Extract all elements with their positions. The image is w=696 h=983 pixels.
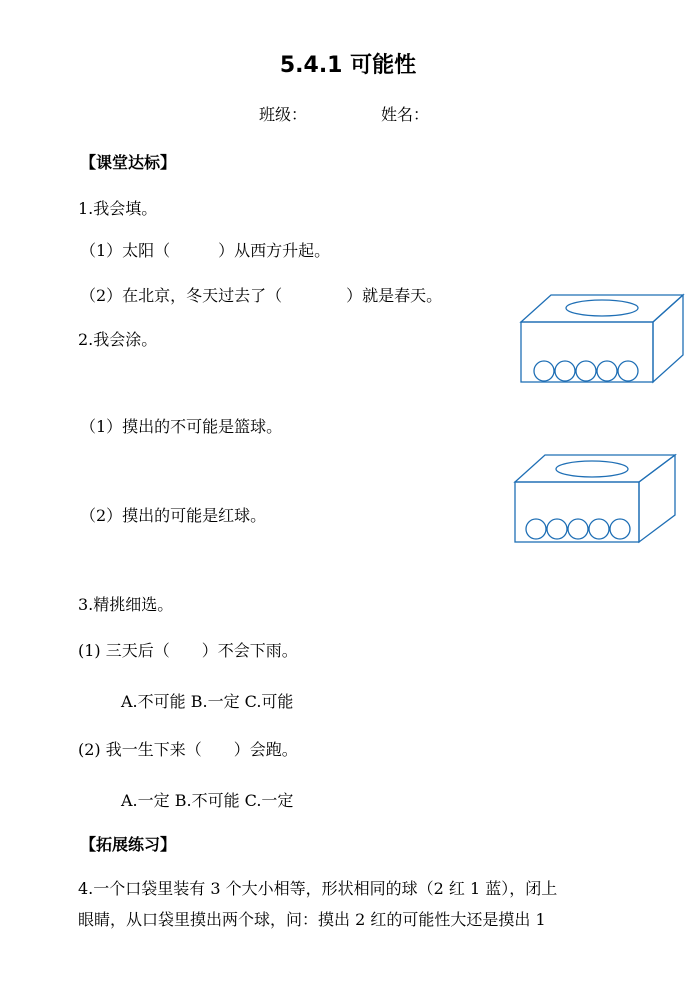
section-classwork-heading: 【课堂达标】 [80, 153, 177, 172]
q1-heading: 1.我会填。 [78, 199, 158, 218]
q1-item2: （2）在北京，冬天过去了（ ）就是春天。 [80, 286, 443, 305]
box1-ball-5 [618, 361, 638, 381]
q3-item1: (1) 三天后（ ）不会下雨。 [78, 641, 298, 660]
box1-ball-1 [534, 361, 554, 381]
page-title: 5.4.1 可能性 [279, 53, 417, 78]
q3-item1-options: A.不可能 B.一定 C.可能 [121, 692, 294, 711]
name-label: 姓名： [381, 105, 430, 124]
box1-ball-4 [597, 361, 617, 381]
class-label: 班级： [259, 105, 308, 124]
box1-ball-3 [576, 361, 596, 381]
q3-heading: 3.精挑细选。 [78, 595, 174, 614]
ball-box-figure-1 [518, 292, 688, 387]
box2-ball-1 [526, 519, 546, 539]
box1-ball-2 [555, 361, 575, 381]
box2-side-face [639, 455, 675, 542]
q3-item2-options: A.一定 B.不可能 C.一定 [121, 791, 294, 810]
box2-ball-3 [568, 519, 588, 539]
box2-front-face [515, 482, 639, 542]
q1-item1: （1）太阳（ ）从西方升起。 [80, 241, 331, 260]
ball-box-figure-2 [512, 452, 682, 547]
box1-top-face [521, 295, 683, 322]
q2-heading: 2.我会涂。 [78, 330, 158, 349]
section-extension-heading: 【拓展练习】 [80, 835, 177, 854]
box2-opening [556, 461, 628, 477]
q4-line1: 4.一个口袋里装有 3 个大小相等，形状相同的球（2 红 1 蓝），闭上 [78, 879, 558, 898]
box2-ball-5 [610, 519, 630, 539]
q2-item1: （1）摸出的不可能是篮球。 [80, 417, 283, 436]
q3-item2: (2) 我一生下来（ ）会跑。 [78, 740, 298, 759]
box2-top-face [515, 455, 675, 482]
box1-front-face [521, 322, 653, 382]
box1-opening [566, 300, 638, 316]
box2-ball-2 [547, 519, 567, 539]
box2-ball-4 [589, 519, 609, 539]
q2-item2: （2）摸出的可能是红球。 [80, 506, 267, 525]
box1-side-face [653, 295, 683, 382]
q4-line2: 眼睛，从口袋里摸出两个球，问：摸出 2 红的可能性大还是摸出 1 [78, 910, 546, 929]
